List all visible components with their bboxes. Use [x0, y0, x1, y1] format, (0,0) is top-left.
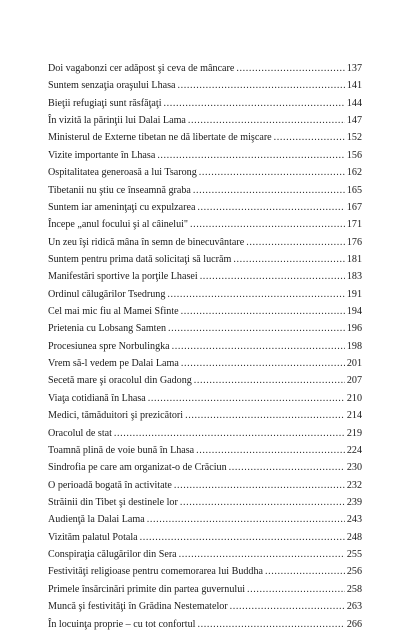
toc-entry: [48, 445, 362, 462]
dot-leader: [147, 514, 345, 525]
dot-leader: [181, 358, 345, 369]
toc-entry: [48, 98, 362, 115]
dot-leader: [148, 393, 345, 404]
toc-entry-page: 167: [346, 201, 362, 213]
dot-leader: [247, 584, 345, 595]
toc-entry-title: Suntem pentru prima dată solicitaţi să lucrăm: [48, 253, 232, 265]
toc-entry-page: 141: [346, 80, 362, 92]
toc-entry-title: Bieţii refugiaţi sunt răsfăţaţi: [48, 97, 162, 109]
toc-entry-page: 263: [346, 601, 362, 613]
toc-entry-title: Prietenia cu Lobsang Samten: [48, 323, 167, 335]
toc-entry-page: 201: [346, 358, 362, 370]
toc-entry-page: 256: [346, 566, 362, 578]
toc-entry-title: Străinii din Tibet şi destinele lor: [48, 496, 178, 508]
toc-entry: [48, 254, 362, 271]
toc-entry: [48, 306, 362, 323]
dot-leader: [230, 601, 345, 612]
dot-leader: [246, 237, 345, 248]
toc-entry: [48, 375, 362, 392]
toc-entry: [48, 167, 362, 184]
toc-entry-title: Primele însărcinări primite din partea guvernului: [48, 583, 246, 595]
toc-entry-title: Sindrofia pe care am organizat-o de Crăciun: [48, 462, 227, 474]
toc-entry-title: Ordinul călugărilor Tsedrung: [48, 288, 166, 300]
toc-entry: [48, 619, 362, 636]
toc-entry-page: 232: [346, 479, 362, 491]
toc-entry: [48, 185, 362, 202]
toc-entry: [48, 132, 362, 149]
dot-leader: [114, 428, 345, 439]
toc-entry-title: Ministerul de Externe tibetan ne dă libertate de mişcare: [48, 132, 272, 144]
toc-entry-page: 162: [346, 167, 362, 179]
toc-entry-title: Începe „anul focului şi al câinelui": [48, 219, 189, 231]
toc-entry: [48, 289, 362, 306]
dot-leader: [200, 271, 345, 282]
toc-entry-page: 224: [346, 444, 362, 456]
toc-entry-page: 255: [346, 549, 362, 561]
toc-entry-title: Manifestări sportive la porţile Lhasei: [48, 271, 198, 283]
toc-entry: [48, 497, 362, 514]
toc-entry-title: Muncă şi festivităţi în Grădina Nestematelor: [48, 601, 228, 613]
toc-entry-page: 248: [346, 531, 362, 543]
toc-entry-title: Secetă mare şi oracolul din Gadong: [48, 375, 192, 387]
toc-entry: [48, 566, 362, 583]
toc-entry-page: 152: [346, 132, 362, 144]
toc-entry: [48, 150, 362, 167]
toc-entry-page: 239: [346, 496, 362, 508]
toc-entry-title: Medici, tămăduitori şi prezicători: [48, 410, 184, 422]
dot-leader: [194, 375, 345, 386]
dot-leader: [229, 462, 345, 473]
toc-entry: [48, 271, 362, 288]
toc-entry-title: Suntem iar ameninţaţi cu expulzarea: [48, 201, 196, 213]
toc-entry-page: 194: [346, 306, 362, 318]
toc-entry-title: Vizite importante în Lhasa: [48, 149, 156, 161]
toc-entry-title: Suntem senzaţia oraşului Lhasa: [48, 80, 176, 92]
dot-leader: [196, 445, 345, 456]
toc-entry-page: 266: [346, 618, 362, 630]
toc-entry: [48, 115, 362, 132]
toc-entry: [48, 601, 362, 618]
dot-leader: [185, 410, 345, 421]
toc-entry-page: 210: [346, 392, 362, 404]
toc-entry: [48, 532, 362, 549]
toc-entry-page: 230: [346, 462, 362, 474]
toc-entry-page: 144: [346, 97, 362, 109]
toc-entry-title: Oracolul de stat: [48, 427, 112, 439]
toc-entry-title: Toamnă plină de voie bună în Lhasa: [48, 444, 195, 456]
toc-entry-page: 165: [346, 184, 362, 196]
dot-leader: [174, 480, 345, 491]
dot-leader: [164, 98, 345, 109]
dot-leader: [172, 341, 345, 352]
toc-entry-title: Vizităm palatul Potala: [48, 531, 138, 543]
dot-leader: [265, 566, 345, 577]
toc-entry: [48, 428, 362, 445]
toc-entry: [48, 410, 362, 427]
dot-leader: [178, 80, 345, 91]
dot-leader: [197, 619, 344, 630]
toc-entry-title: Audienţă la Dalai Lama: [48, 514, 145, 526]
toc-entry-title: O perioadă bogată în activitate: [48, 479, 172, 491]
toc-entry-title: În vizită la părinţii lui Dalai Lama: [48, 115, 186, 127]
table-of-contents: [48, 63, 362, 636]
dot-leader: [140, 532, 345, 543]
toc-entry-page: 171: [346, 219, 362, 231]
toc-entry: [48, 584, 362, 601]
dot-leader: [168, 323, 345, 334]
toc-entry-title: Doi vagabonzi cer adăpost şi ceva de mâncare: [48, 63, 235, 74]
toc-entry: [48, 237, 362, 254]
toc-entry-page: 214: [346, 410, 362, 422]
dot-leader: [190, 219, 345, 230]
toc-entry-title: Vrem să-l vedem pe Dalai Lama: [48, 358, 179, 370]
toc-entry-page: 198: [346, 340, 362, 352]
toc-entry-page: 196: [346, 323, 362, 335]
dot-leader: [180, 497, 345, 508]
toc-entry: [48, 202, 362, 219]
toc-entry-page: 258: [346, 583, 362, 595]
dot-leader: [181, 306, 345, 317]
toc-entry-title: Ospitalitatea generoasă a lui Tsarong: [48, 167, 197, 179]
toc-entry-page: 176: [346, 236, 362, 248]
toc-entry-title: În locuinţa proprie – cu tot confortul: [48, 618, 196, 630]
toc-entry-title: Cel mai mic fiu al Mamei Sfinte: [48, 306, 179, 318]
toc-entry-page: 191: [346, 288, 362, 300]
toc-entry: [48, 341, 362, 358]
toc-entry-page: 243: [346, 514, 362, 526]
dot-leader: [167, 289, 344, 300]
dot-leader: [233, 254, 345, 265]
toc-entry-page: 219: [346, 427, 362, 439]
toc-entry-page: 156: [346, 149, 362, 161]
toc-entry: [48, 514, 362, 531]
toc-entry: [48, 480, 362, 497]
dot-leader: [157, 150, 345, 161]
toc-entry-page: 147: [346, 115, 362, 127]
toc-entry: [48, 393, 362, 410]
dot-leader: [199, 167, 345, 178]
toc-entry: [48, 80, 362, 97]
toc-entry: [48, 323, 362, 340]
toc-entry-title: Viaţa cotidiană în Lhasa: [48, 392, 146, 404]
toc-entry: [48, 219, 362, 236]
toc-entry: [48, 358, 362, 375]
toc-entry-page: 207: [346, 375, 362, 387]
toc-entry-title: Procesiunea spre Norbulingka: [48, 340, 170, 352]
toc-entry: [48, 63, 362, 80]
toc-entry-page: 181: [346, 253, 362, 265]
toc-entry-title: Festivităţi religioase pentru comemorarea lui Buddha: [48, 566, 263, 578]
toc-entry-title: Tibetanii nu ştiu ce înseamnă graba: [48, 184, 191, 196]
dot-leader: [236, 63, 344, 74]
dot-leader: [197, 202, 344, 213]
toc-entry-title: Un zeu îşi ridică mâna în semn de binecuvântare: [48, 236, 245, 248]
toc-entry-page: 137: [346, 63, 362, 74]
toc-entry-title: Conspiraţia călugărilor din Sera: [48, 549, 177, 561]
dot-leader: [179, 549, 345, 560]
toc-entry-page: 183: [346, 271, 362, 283]
toc-entry: [48, 462, 362, 479]
dot-leader: [188, 115, 345, 126]
dot-leader: [274, 132, 345, 143]
dot-leader: [193, 185, 345, 196]
toc-entry: [48, 549, 362, 566]
